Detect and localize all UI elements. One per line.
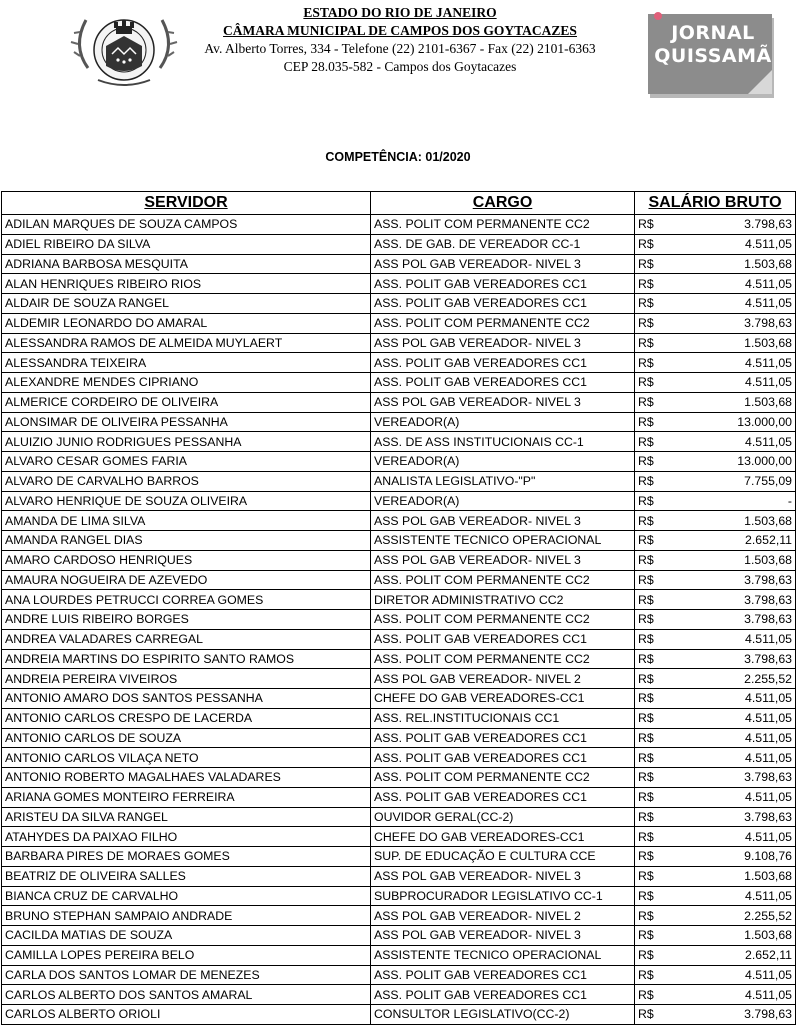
employee-name: ANDREIA MARTINS DO ESPIRITO SANTO RAMOS	[2, 649, 371, 669]
employee-position: VEREADOR(A)	[371, 491, 635, 511]
employee-position: ASS. POLIT GAB VEREADORES CC1	[371, 373, 635, 393]
gross-salary: 4.511,05	[675, 234, 796, 254]
employee-name: ALESSANDRA RAMOS DE ALMEIDA MUYLAERT	[2, 333, 371, 353]
employee-position: ASS POL GAB VEREADOR- NIVEL 3	[371, 926, 635, 946]
employee-name: ANDREIA PEREIRA VIVEIROS	[2, 669, 371, 689]
gross-salary: 3.798,63	[675, 807, 796, 827]
currency-symbol: R$	[635, 570, 675, 590]
table-row	[2, 590, 796, 610]
employee-name: BRUNO STEPHAN SAMPAIO ANDRADE	[2, 906, 371, 926]
employee-position: ASS POL GAB VEREADOR- NIVEL 3	[371, 392, 635, 412]
employee-name: BIANCA CRUZ DE CARVALHO	[2, 886, 371, 906]
employee-position: ASS. REL.INSTITUCIONAIS CC1	[371, 708, 635, 728]
employee-name: ATAHYDES DA PAIXAO FILHO	[2, 827, 371, 847]
currency-symbol: R$	[635, 748, 675, 768]
table-row	[2, 274, 796, 294]
employee-name: ANTONIO CARLOS VILAÇA NETO	[2, 748, 371, 768]
employee-position: VEREADOR(A)	[371, 412, 635, 432]
chamber-name: CÂMARA MUNICIPAL DE CAMPOS DOS GOYTACAZES	[223, 23, 577, 38]
table-row	[2, 728, 796, 748]
gross-salary: 4.511,05	[675, 827, 796, 847]
table-row	[2, 333, 796, 353]
currency-symbol: R$	[635, 866, 675, 886]
employee-name: ALVARO HENRIQUE DE SOUZA OLIVEIRA	[2, 491, 371, 511]
gross-salary: 4.511,05	[675, 985, 796, 1005]
payroll-table	[1, 191, 796, 1025]
table-row	[2, 215, 796, 235]
table-row	[2, 294, 796, 314]
gross-salary: 3.798,63	[675, 1005, 796, 1025]
table-row	[2, 531, 796, 551]
table-row	[2, 254, 796, 274]
currency-symbol: R$	[635, 768, 675, 788]
employee-name: ALAN HENRIQUES RIBEIRO RIOS	[2, 274, 371, 294]
table-row	[2, 906, 796, 926]
employee-position: DIRETOR ADMINISTRATIVO CC2	[371, 590, 635, 610]
currency-symbol: R$	[635, 274, 675, 294]
gross-salary: 3.798,63	[675, 649, 796, 669]
gross-salary: 4.511,05	[675, 728, 796, 748]
gross-salary: 1.503,68	[675, 866, 796, 886]
table-row	[2, 689, 796, 709]
currency-symbol: R$	[635, 985, 675, 1005]
currency-symbol: R$	[635, 1005, 675, 1025]
currency-symbol: R$	[635, 333, 675, 353]
municipal-seal-icon	[68, 6, 180, 88]
employee-position: ASSISTENTE TECNICO OPERACIONAL	[371, 531, 635, 551]
employee-name: ALVARO DE CARVALHO BARROS	[2, 471, 371, 491]
table-row	[2, 412, 796, 432]
employee-position: ASS. POLIT COM PERMANENTE CC2	[371, 215, 635, 235]
currency-symbol: R$	[635, 669, 675, 689]
gross-salary: 4.511,05	[675, 373, 796, 393]
employee-position: ASSISTENTE TECNICO OPERACIONAL	[371, 945, 635, 965]
currency-symbol: R$	[635, 392, 675, 412]
employee-name: BEATRIZ DE OLIVEIRA SALLES	[2, 866, 371, 886]
address-line: Av. Alberto Torres, 334 - Telefone (22) 2101-6367 - Fax (22) 2101-6363	[204, 41, 596, 56]
gross-salary: 4.511,05	[675, 965, 796, 985]
table-row	[2, 926, 796, 946]
gross-salary: 4.511,05	[675, 748, 796, 768]
employee-name: ALDEMIR LEONARDO DO AMARAL	[2, 313, 371, 333]
table-row	[2, 1005, 796, 1025]
currency-symbol: R$	[635, 432, 675, 452]
gross-salary: 3.798,63	[675, 313, 796, 333]
currency-symbol: R$	[635, 708, 675, 728]
employee-name: CARLOS ALBERTO ORIOLI	[2, 1005, 371, 1025]
currency-symbol: R$	[635, 728, 675, 748]
gross-salary: 1.503,68	[675, 392, 796, 412]
currency-symbol: R$	[635, 471, 675, 491]
competencia-label: COMPETÊNCIA: 01/2020	[325, 150, 471, 164]
employee-position: ASS. DE GAB. DE VEREADOR CC-1	[371, 234, 635, 254]
gross-salary: 4.511,05	[675, 353, 796, 373]
gross-salary: 2.652,11	[675, 945, 796, 965]
table-row	[2, 985, 796, 1005]
employee-position: ASS POL GAB VEREADOR- NIVEL 3	[371, 511, 635, 531]
currency-symbol: R$	[635, 629, 675, 649]
gross-salary: 2.255,52	[675, 906, 796, 926]
employee-name: ALDAIR DE SOUZA RANGEL	[2, 294, 371, 314]
gross-salary: 3.798,63	[675, 215, 796, 235]
employee-name: CACILDA MATIAS DE SOUZA	[2, 926, 371, 946]
employee-name: ADILAN MARQUES DE SOUZA CAMPOS	[2, 215, 371, 235]
gross-salary: 13.000,00	[675, 452, 796, 472]
gross-salary: 1.503,68	[675, 254, 796, 274]
gross-salary: 1.503,68	[675, 926, 796, 946]
table-row	[2, 550, 796, 570]
table-row	[2, 748, 796, 768]
gross-salary: -	[675, 491, 796, 511]
table-row	[2, 392, 796, 412]
state-name: ESTADO DO RIO DE JANEIRO	[303, 5, 497, 20]
table-header-row	[2, 192, 796, 215]
gross-salary: 3.798,63	[675, 610, 796, 630]
jornal-quissama-wordmark	[648, 22, 778, 68]
currency-symbol: R$	[635, 590, 675, 610]
currency-symbol: R$	[635, 926, 675, 946]
employee-position: ASS POL GAB VEREADOR- NIVEL 3	[371, 254, 635, 274]
employee-position: ASS. DE ASS INSTITUCIONAIS CC-1	[371, 432, 635, 452]
employee-name: ADRIANA BARBOSA MESQUITA	[2, 254, 371, 274]
employee-name: ANTONIO AMARO DOS SANTOS PESSANHA	[2, 689, 371, 709]
table-row	[2, 471, 796, 491]
employee-name: AMANDA DE LIMA SILVA	[2, 511, 371, 531]
employee-position: CHEFE DO GAB VEREADORES-CC1	[371, 689, 635, 709]
table-row	[2, 432, 796, 452]
currency-symbol: R$	[635, 234, 675, 254]
gross-salary: 4.511,05	[675, 886, 796, 906]
column-header-servidor: SERVIDOR	[2, 192, 371, 215]
employee-position: ASS. POLIT GAB VEREADORES CC1	[371, 353, 635, 373]
table-row	[2, 847, 796, 867]
currency-symbol: R$	[635, 531, 675, 551]
currency-symbol: R$	[635, 254, 675, 274]
employee-name: ANA LOURDES PETRUCCI CORREA GOMES	[2, 590, 371, 610]
employee-position: ASS. POLIT COM PERMANENTE CC2	[371, 768, 635, 788]
employee-name: CARLOS ALBERTO DOS SANTOS AMARAL	[2, 985, 371, 1005]
currency-symbol: R$	[635, 452, 675, 472]
employee-position: CONSULTOR LEGISLATIVO(CC-2)	[371, 1005, 635, 1025]
gross-salary: 13.000,00	[675, 412, 796, 432]
gross-salary: 1.503,68	[675, 333, 796, 353]
table-row	[2, 511, 796, 531]
gross-salary: 4.511,05	[675, 787, 796, 807]
employee-position: ASS. POLIT GAB VEREADORES CC1	[371, 985, 635, 1005]
column-header-cargo: CARGO	[371, 192, 635, 215]
employee-position: ASS. POLIT COM PERMANENTE CC2	[371, 313, 635, 333]
table-row	[2, 373, 796, 393]
gross-salary: 9.108,76	[675, 847, 796, 867]
table-row	[2, 807, 796, 827]
currency-symbol: R$	[635, 491, 675, 511]
employee-position: ASS POL GAB VEREADOR- NIVEL 3	[371, 866, 635, 886]
letterhead	[180, 4, 620, 76]
employee-name: ALUIZIO JUNIO RODRIGUES PESSANHA	[2, 432, 371, 452]
currency-symbol: R$	[635, 412, 675, 432]
gross-salary: 4.511,05	[675, 689, 796, 709]
table-row	[2, 234, 796, 254]
employee-position: ASS. POLIT GAB VEREADORES CC1	[371, 294, 635, 314]
currency-symbol: R$	[635, 689, 675, 709]
employee-name: ARIANA GOMES MONTEIRO FERREIRA	[2, 787, 371, 807]
employee-position: ASS POL GAB VEREADOR- NIVEL 2	[371, 669, 635, 689]
employee-name: ANTONIO CARLOS DE SOUZA	[2, 728, 371, 748]
employee-position: ASS POL GAB VEREADOR- NIVEL 2	[371, 906, 635, 926]
employee-name: ALONSIMAR DE OLIVEIRA PESSANHA	[2, 412, 371, 432]
table-row	[2, 649, 796, 669]
currency-symbol: R$	[635, 313, 675, 333]
table-row	[2, 313, 796, 333]
employee-position: SUP. DE EDUCAÇÃO E CULTURA CCE	[371, 847, 635, 867]
employee-name: ALEXANDRE MENDES CIPRIANO	[2, 373, 371, 393]
employee-position: ASS. POLIT COM PERMANENTE CC2	[371, 570, 635, 590]
employee-position: SUBPROCURADOR LEGISLATIVO CC-1	[371, 886, 635, 906]
cep-line: CEP 28.035-582 - Campos dos Goytacazes	[283, 59, 517, 74]
currency-symbol: R$	[635, 847, 675, 867]
employee-position: OUVIDOR GERAL(CC-2)	[371, 807, 635, 827]
employee-name: AMAURA NOGUEIRA DE AZEVEDO	[2, 570, 371, 590]
gross-salary: 3.798,63	[675, 768, 796, 788]
employee-name: CAMILLA LOPES PEREIRA BELO	[2, 945, 371, 965]
table-row	[2, 629, 796, 649]
currency-symbol: R$	[635, 965, 675, 985]
employee-name: ANDRE LUIS RIBEIRO BORGES	[2, 610, 371, 630]
gross-salary: 2.255,52	[675, 669, 796, 689]
table-row	[2, 768, 796, 788]
gross-salary: 4.511,05	[675, 708, 796, 728]
document-header	[0, 0, 796, 150]
employee-position: ASS. POLIT COM PERMANENTE CC2	[371, 649, 635, 669]
gross-salary: 3.798,63	[675, 590, 796, 610]
employee-position: ASS. POLIT GAB VEREADORES CC1	[371, 728, 635, 748]
employee-position: ASS. POLIT GAB VEREADORES CC1	[371, 787, 635, 807]
employee-name: ANDREA VALADARES CARREGAL	[2, 629, 371, 649]
employee-name: ALESSANDRA TEIXEIRA	[2, 353, 371, 373]
currency-symbol: R$	[635, 886, 675, 906]
gross-salary: 4.511,05	[675, 629, 796, 649]
gross-salary: 4.511,05	[675, 274, 796, 294]
employee-position: ASS. POLIT COM PERMANENTE CC2	[371, 610, 635, 630]
currency-symbol: R$	[635, 294, 675, 314]
employee-name: ARISTEU DA SILVA RANGEL	[2, 807, 371, 827]
employee-position: ASS. POLIT GAB VEREADORES CC1	[371, 629, 635, 649]
badge-line-1: JORNAL	[671, 22, 755, 44]
table-row	[2, 787, 796, 807]
gross-salary: 2.652,11	[675, 531, 796, 551]
gross-salary: 7.755,09	[675, 471, 796, 491]
gross-salary: 4.511,05	[675, 294, 796, 314]
employee-name: CARLA DOS SANTOS LOMAR DE MENEZES	[2, 965, 371, 985]
currency-symbol: R$	[635, 945, 675, 965]
table-row	[2, 886, 796, 906]
table-row	[2, 827, 796, 847]
currency-symbol: R$	[635, 215, 675, 235]
currency-symbol: R$	[635, 827, 675, 847]
currency-symbol: R$	[635, 550, 675, 570]
currency-symbol: R$	[635, 511, 675, 531]
employee-position: ASS POL GAB VEREADOR- NIVEL 3	[371, 550, 635, 570]
currency-symbol: R$	[635, 906, 675, 926]
gross-salary: 1.503,68	[675, 511, 796, 531]
column-header-salario: SALÁRIO BRUTO	[635, 192, 796, 215]
badge-line-2: QUISSAMÃ	[654, 45, 772, 67]
table-row	[2, 610, 796, 630]
table-row	[2, 669, 796, 689]
currency-symbol: R$	[635, 353, 675, 373]
employee-position: ANALISTA LEGISLATIVO-"P"	[371, 471, 635, 491]
gross-salary: 3.798,63	[675, 570, 796, 590]
currency-symbol: R$	[635, 807, 675, 827]
currency-symbol: R$	[635, 373, 675, 393]
table-row	[2, 965, 796, 985]
currency-symbol: R$	[635, 649, 675, 669]
employee-name: BARBARA PIRES DE MORAES GOMES	[2, 847, 371, 867]
employee-position: ASS. POLIT GAB VEREADORES CC1	[371, 748, 635, 768]
gross-salary: 1.503,68	[675, 550, 796, 570]
table-row	[2, 452, 796, 472]
table-row	[2, 491, 796, 511]
employee-position: VEREADOR(A)	[371, 452, 635, 472]
employee-name: ANTONIO CARLOS CRESPO DE LACERDA	[2, 708, 371, 728]
currency-symbol: R$	[635, 610, 675, 630]
employee-name: ALMERICE CORDEIRO DE OLIVEIRA	[2, 392, 371, 412]
gross-salary: 4.511,05	[675, 432, 796, 452]
employee-name: ADIEL RIBEIRO DA SILVA	[2, 234, 371, 254]
employee-name: AMANDA RANGEL DIAS	[2, 531, 371, 551]
employee-position: ASS. POLIT GAB VEREADORES CC1	[371, 965, 635, 985]
table-row	[2, 353, 796, 373]
employee-position: CHEFE DO GAB VEREADORES-CC1	[371, 827, 635, 847]
employee-name: ALVARO CESAR GOMES FARIA	[2, 452, 371, 472]
employee-name: ANTONIO ROBERTO MAGALHAES VALADARES	[2, 768, 371, 788]
table-row	[2, 708, 796, 728]
employee-name: AMARO CARDOSO HENRIQUES	[2, 550, 371, 570]
currency-symbol: R$	[635, 787, 675, 807]
payroll-rows	[2, 215, 796, 1025]
table-row	[2, 945, 796, 965]
employee-position: ASS. POLIT GAB VEREADORES CC1	[371, 274, 635, 294]
table-row	[2, 866, 796, 886]
employee-position: ASS POL GAB VEREADOR- NIVEL 3	[371, 333, 635, 353]
table-row	[2, 570, 796, 590]
